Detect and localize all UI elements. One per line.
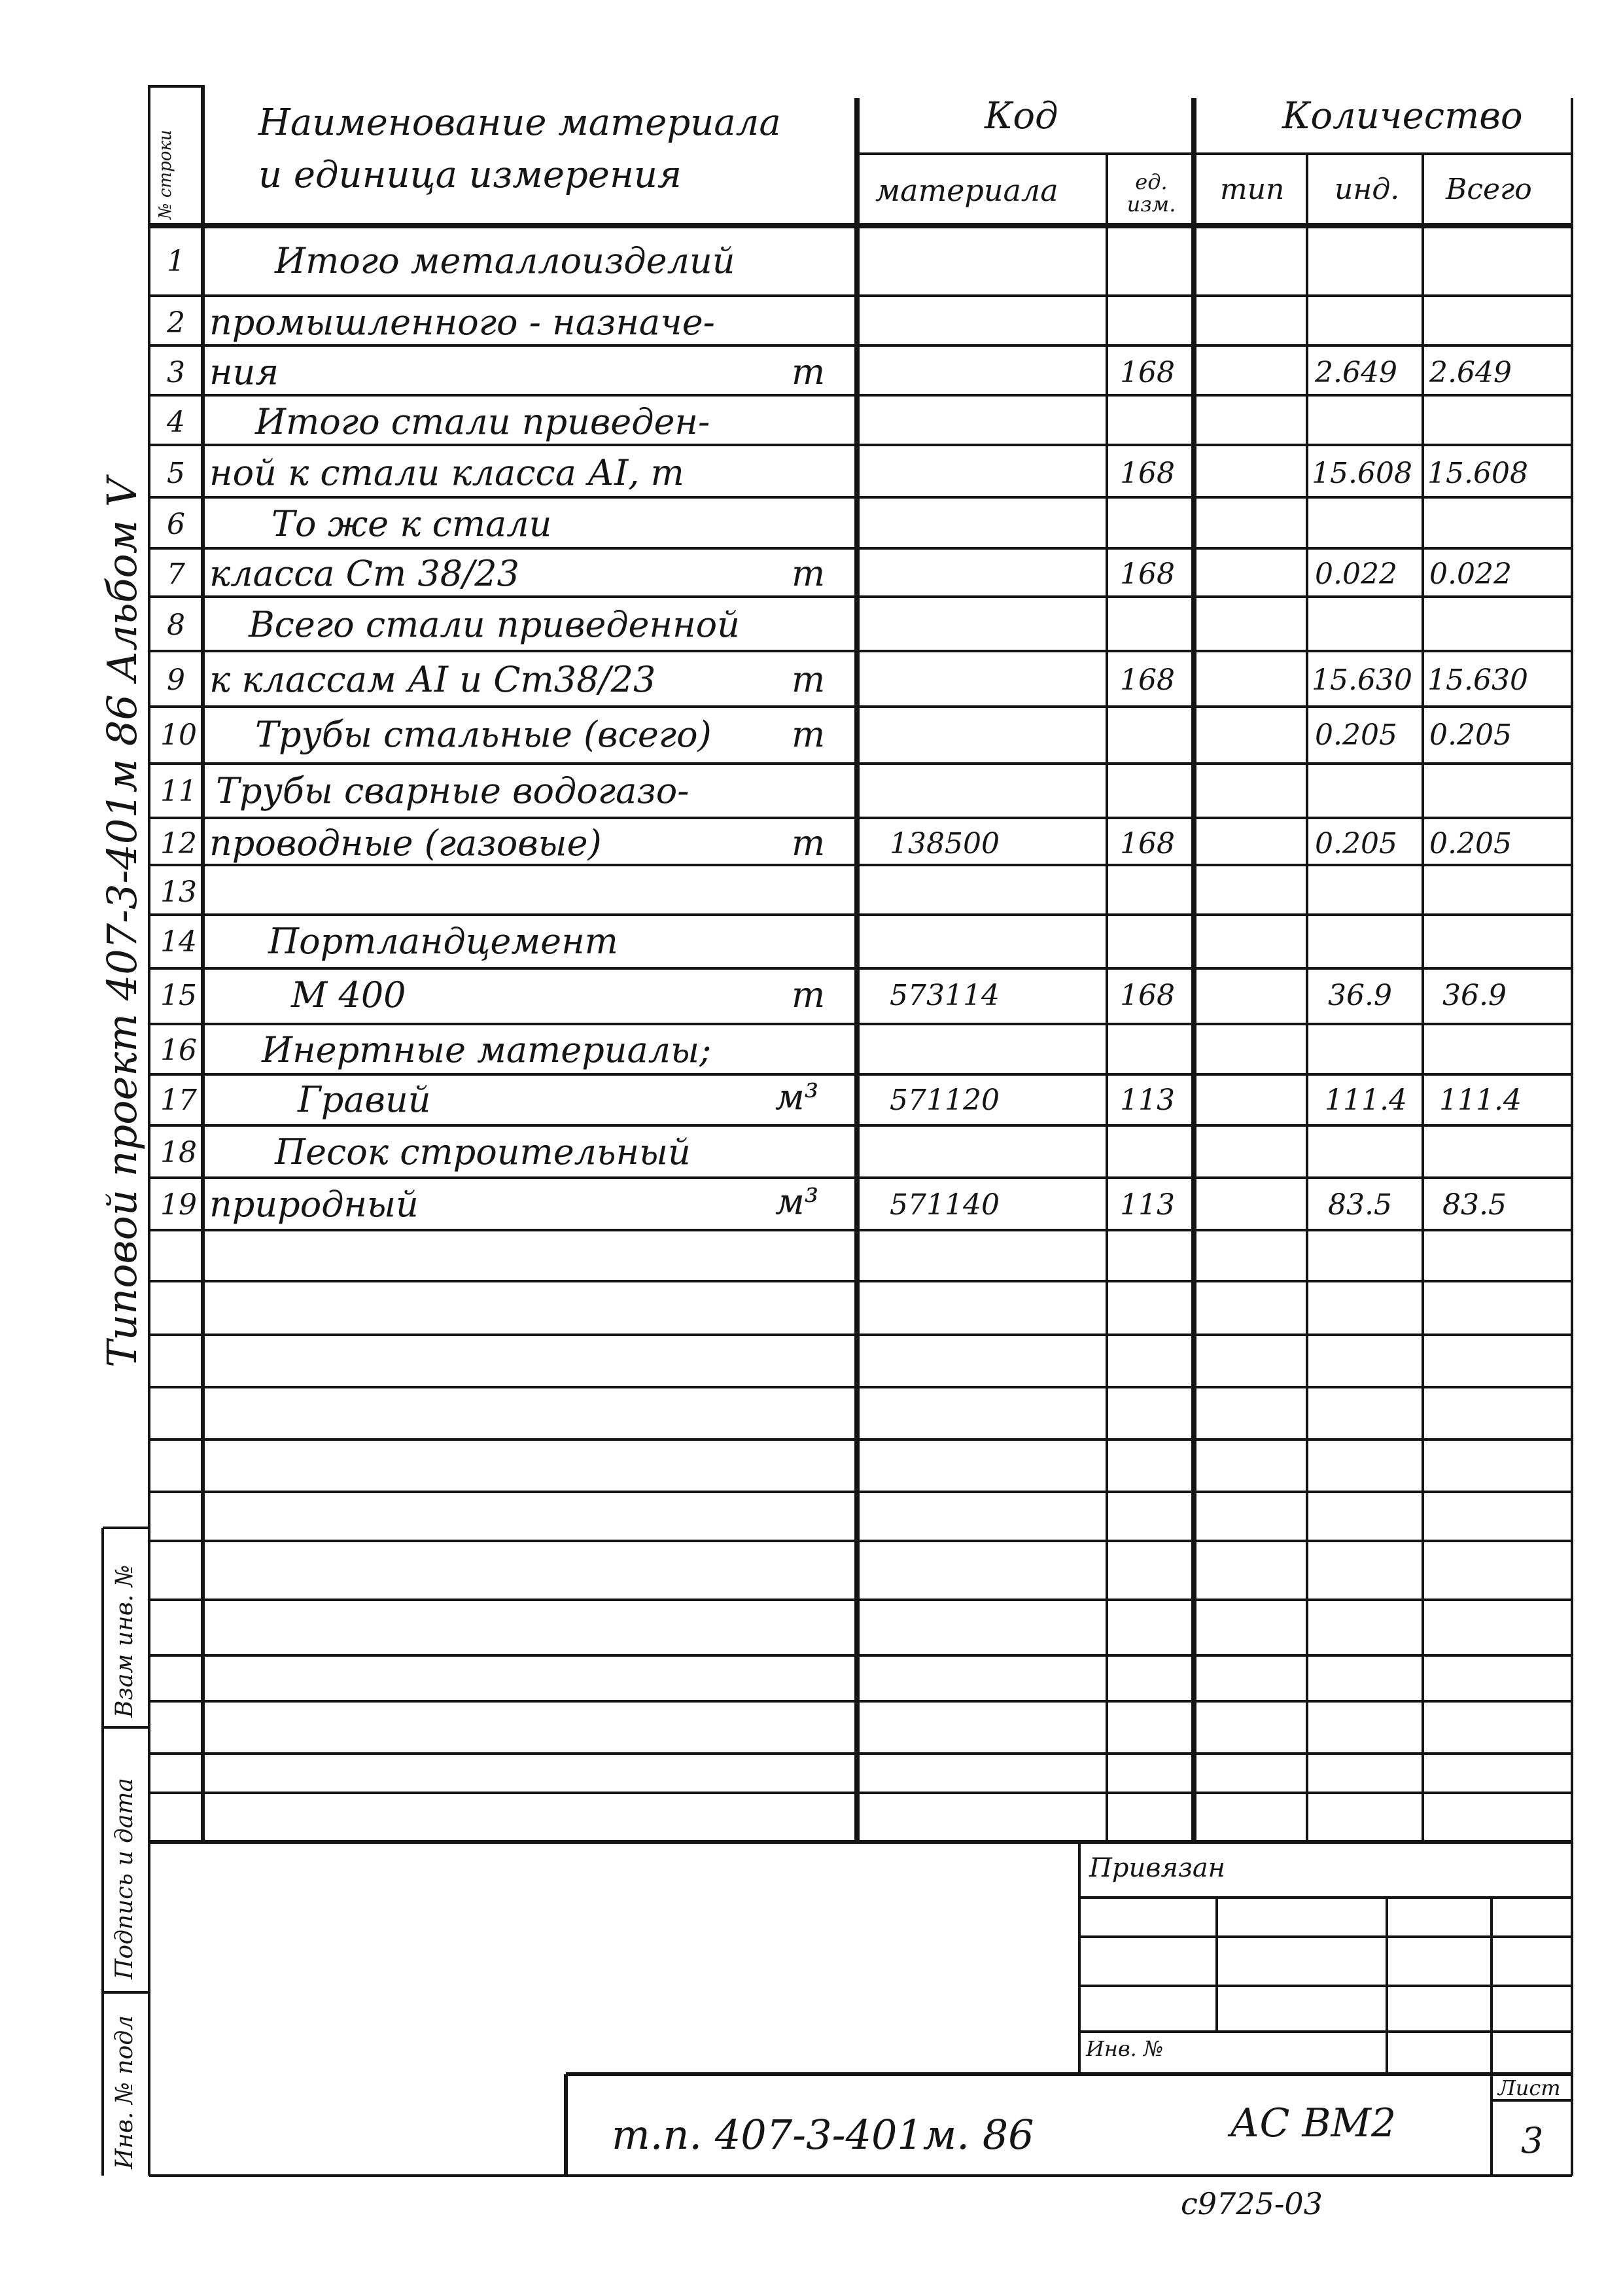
inv-podl-label: Инв. № подл: [111, 2015, 138, 2169]
name-header-line1: Наименование материала: [258, 101, 781, 144]
row-number: 12: [160, 827, 197, 860]
row-unit: т: [792, 974, 826, 1016]
row-number: 19: [160, 1188, 197, 1222]
row-unit: т: [792, 822, 826, 864]
sheet-code: АС ВМ2: [1230, 2100, 1397, 2146]
row-name: природный: [209, 1184, 419, 1225]
row-name: Итого стали приведен-: [255, 401, 710, 442]
quantity-header: Количество: [1282, 95, 1523, 137]
row-number: 11: [160, 775, 197, 808]
row-unit-code: 168: [1120, 457, 1175, 490]
row-ind: 111.4: [1325, 1084, 1407, 1117]
row-total: 15.630: [1427, 663, 1528, 697]
row-name: Песок строительный: [275, 1131, 691, 1173]
row-ind: 83.5: [1328, 1188, 1392, 1222]
row-number: 1: [167, 245, 185, 278]
code-unit-header: ед. изм.: [1126, 169, 1176, 217]
quantity-ind-header: инд.: [1335, 173, 1400, 206]
row-unit-code: 168: [1120, 827, 1175, 860]
row-unit-code: 168: [1120, 356, 1175, 389]
row-number: 4: [167, 406, 185, 439]
row-number: 3: [167, 356, 185, 389]
code-header: Код: [985, 95, 1058, 137]
row-ind: 15.608: [1312, 457, 1412, 490]
row-total: 0.022: [1429, 557, 1512, 591]
name-header-line2: и единица измерения: [258, 154, 682, 196]
row-unit-code: 168: [1120, 557, 1175, 591]
row-name: Гравий: [298, 1079, 431, 1120]
row-unit: т: [792, 714, 826, 755]
row-number: 8: [167, 609, 185, 642]
row-unit-code: 168: [1120, 663, 1175, 697]
row-ind: 0.205: [1315, 827, 1397, 860]
row-total: 2.649: [1429, 356, 1512, 389]
row-number: 7: [167, 557, 185, 591]
row-total: 0.205: [1429, 718, 1512, 752]
row-ind: 0.022: [1315, 557, 1397, 591]
inv-no-label: Инв. №: [1086, 2036, 1164, 2061]
row-number: 10: [160, 718, 197, 752]
row-name: Трубы сварные водогазо-: [216, 770, 689, 811]
row-number-header: № строки: [156, 130, 175, 219]
row-name: Итого металлоизделий: [275, 240, 735, 281]
row-material-code: 571120: [890, 1084, 1000, 1117]
side-title: Типовой проект 407-3-401м 86 Альбом V: [98, 478, 146, 1368]
row-number: 14: [160, 925, 197, 959]
row-number: 17: [160, 1084, 197, 1117]
row-number: 5: [167, 457, 185, 490]
row-number: 16: [160, 1034, 197, 1067]
row-number: 18: [160, 1136, 197, 1169]
row-total: 83.5: [1442, 1188, 1507, 1222]
row-unit: т: [792, 553, 826, 594]
row-name: промышленного - назначе-: [209, 302, 715, 343]
row-unit-code: 113: [1120, 1084, 1175, 1117]
row-name: класса Ст 38/23: [209, 553, 519, 594]
row-name: ния: [209, 351, 279, 393]
list-label: Лист: [1498, 2075, 1561, 2100]
row-name: проводные (газовые): [209, 822, 602, 864]
row-material-code: 573114: [890, 979, 1000, 1012]
row-name: Трубы стальные (всего): [255, 714, 712, 755]
quantity-type-header: тип: [1220, 173, 1285, 206]
row-name: Всего стали приведенной: [249, 604, 740, 645]
row-ind: 15.630: [1312, 663, 1412, 697]
row-ind: 0.205: [1315, 718, 1397, 752]
code-material-header: материала: [875, 173, 1058, 208]
vzam-inv-label: Взам инв. №: [111, 1564, 138, 1718]
footer-code: с9725-03: [1181, 2186, 1323, 2221]
row-material-code: 571140: [890, 1188, 1000, 1222]
row-ind: 2.649: [1315, 356, 1397, 389]
row-ind: 36.9: [1328, 979, 1392, 1012]
row-material-code: 138500: [890, 827, 1000, 860]
row-unit: т: [792, 659, 826, 700]
row-name: Инертные материалы;: [262, 1029, 712, 1070]
row-name: ной к стали класса АI, т: [209, 452, 684, 493]
row-unit: т: [792, 351, 826, 393]
row-unit: м³: [775, 1181, 819, 1222]
row-number: 9: [167, 663, 185, 697]
row-name: М 400: [291, 974, 406, 1016]
row-unit: м³: [775, 1076, 819, 1118]
list-number: 3: [1521, 2120, 1544, 2161]
row-name: к классам АI и Ст38/23: [209, 659, 656, 700]
row-name: Портландцемент: [268, 921, 618, 962]
row-name: То же к стали: [271, 503, 552, 544]
row-number: 6: [167, 508, 185, 541]
row-unit-code: 168: [1120, 979, 1175, 1012]
row-unit-code: 113: [1120, 1188, 1175, 1222]
row-total: 0.205: [1429, 827, 1512, 860]
signature-date-label: Подпись и дата: [111, 1778, 138, 1979]
row-total: 36.9: [1442, 979, 1507, 1012]
document-code: т.п. 407-3-401м. 86: [612, 2111, 1034, 2159]
row-number: 15: [160, 979, 197, 1012]
privyazan-label: Привязан: [1089, 1853, 1226, 1883]
row-total: 111.4: [1439, 1084, 1522, 1117]
quantity-total-header: Всего: [1446, 173, 1532, 206]
row-total: 15.608: [1427, 457, 1528, 490]
row-number: 2: [167, 306, 185, 340]
row-number: 13: [160, 875, 197, 909]
